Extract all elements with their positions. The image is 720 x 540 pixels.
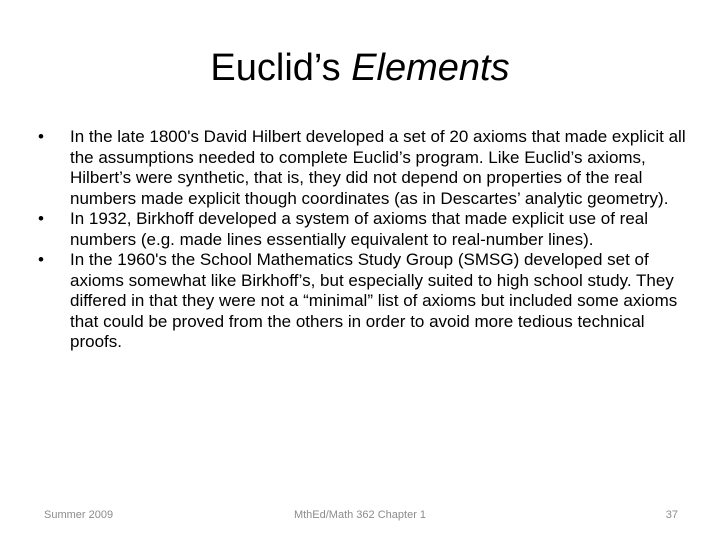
bullet-item [36,127,688,209]
bullet-marker: • [38,209,44,228]
bullet-text: In the late 1800's David Hilbert developed a set of 20 axioms that made explicit all the assumptions needed to complete Euclid’s program. Like Euclid’s axioms, Hilbert’s were synthetic, that is, they did not depend on properties of the real numbers made explicit though coordinates (as in Descartes’ analytic geometry). [70,127,686,208]
slide-title [0,44,720,92]
footer-course: MthEd/Math 362 Chapter 1 [293,509,427,521]
bullet-text: In 1932, Birkhoff developed a system of axioms that made explicit use of real numbers (e.g. made lines essentially equivalent to real-number lines). [70,209,648,249]
footer-page-number: 37 [665,509,678,521]
title-main-text: Euclid’s [210,47,352,89]
bullet-item [36,250,688,353]
bullet-text: In the 1960's the School Mathematics Study Group (SMSG) developed set of axioms somewhat like Birkhoff’s, but especially suited to high school study. They differed in that they were not a “minimal” list of axioms but included some axioms that could be proved from the others in order to avoid more tedious technical proofs. [70,250,678,351]
bullet-marker: • [38,250,44,269]
title-italic-text: Elements [351,47,510,89]
footer-date: Summer 2009 [44,509,114,521]
bullet-list [36,127,688,353]
bullet-marker: • [38,127,44,146]
bullet-item [36,209,688,250]
